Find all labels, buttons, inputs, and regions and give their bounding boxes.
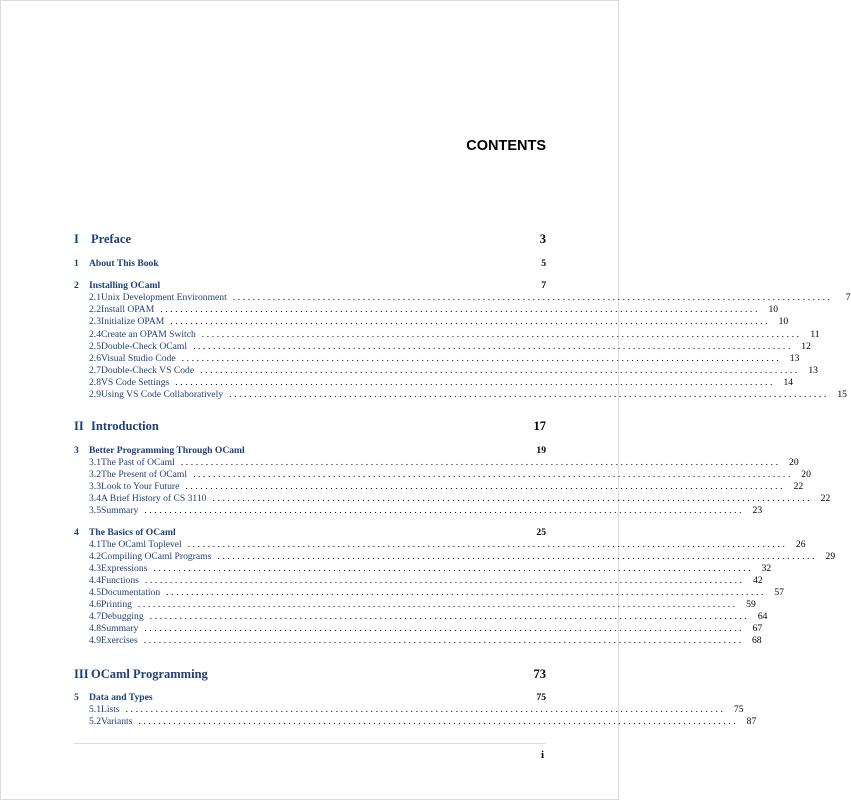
toc-sec-entry[interactable] (74, 623, 763, 634)
toc-sec-entry[interactable] (74, 457, 799, 468)
toc-entry-title[interactable]: Expressions (101, 563, 148, 574)
toc-entry-title[interactable]: Initialize OPAM (101, 316, 165, 327)
toc-entry-number: 4.5 (89, 587, 101, 598)
dot-leader: ........................................................................................................................ (144, 575, 745, 586)
toc-entry-number: 5.2 (89, 716, 101, 727)
toc-entry-number: 5 (74, 692, 79, 703)
toc-sec-entry[interactable] (74, 587, 784, 598)
toc-entry-title[interactable]: Create an OPAM Switch (101, 329, 196, 340)
dot-leader: ........................................................................................................................ (200, 365, 800, 376)
toc-chap-entry[interactable] (74, 280, 546, 291)
toc-entry-page[interactable]: 25 (536, 527, 546, 538)
dot-leader: ........................................................................................................................ (144, 623, 745, 634)
toc-entry-title[interactable]: The Basics of OCaml (89, 527, 176, 538)
dot-leader: ........................................................................................................................ (193, 341, 793, 352)
toc-part-entry[interactable] (74, 667, 546, 682)
toc-entry-title[interactable]: Unix Development Environment (101, 292, 227, 303)
toc-entry-page[interactable]: 75 (536, 692, 546, 703)
toc-entry-number: 2.4 (89, 329, 101, 340)
toc-entry-number: 2 (74, 280, 79, 291)
toc-entry-title[interactable]: A Brief History of CS 3110 (101, 493, 207, 504)
toc-entry-page[interactable]: 3 (539, 232, 546, 246)
toc-entry-page[interactable]: 5 (541, 258, 546, 269)
toc-entry-title[interactable]: Install OPAM (101, 304, 155, 315)
dot-leader: ........................................................................................................................ (143, 635, 744, 646)
toc-sec-entry[interactable] (74, 304, 779, 315)
toc-sec-entry[interactable] (74, 563, 772, 574)
toc-sec-entry[interactable] (74, 365, 818, 376)
toc-entry-page[interactable]: 19 (536, 445, 546, 456)
toc-entry-page[interactable]: 7 (541, 280, 546, 291)
toc-entry-title[interactable]: Exercises (101, 635, 138, 646)
dot-leader: ........................................................................................................................ (125, 704, 726, 715)
toc-entry-number: 4.3 (89, 563, 101, 574)
toc-entry-title[interactable]: Data and Types (89, 692, 153, 703)
toc-entry-page[interactable]: 20 (801, 469, 811, 480)
toc-entry-title[interactable]: The Past of OCaml (101, 457, 175, 468)
toc-entry-number: 2.7 (89, 365, 101, 376)
toc-entry-title[interactable]: Debugging (101, 611, 144, 622)
toc-sec-entry[interactable] (74, 469, 811, 480)
toc-entry-page[interactable]: 42 (753, 575, 763, 586)
dot-leader: ........................................................................................................................ (232, 292, 833, 303)
dot-leader: ........................................................................................................................ (185, 481, 786, 492)
toc-entry-title[interactable]: Documentation (101, 587, 161, 598)
toc-entry-number: 4.2 (89, 551, 101, 562)
toc-entry-page[interactable]: 7 (845, 292, 851, 303)
toc-entry-page[interactable]: 11 (810, 329, 820, 340)
toc-entry-page[interactable]: 15 (837, 389, 847, 400)
toc-entry-page[interactable]: 10 (768, 304, 779, 315)
toc-entry-title[interactable]: Lists (101, 704, 120, 715)
page-title: CONTENTS (466, 138, 546, 154)
toc-entry-page[interactable]: 14 (783, 377, 794, 388)
dot-leader: ........................................................................................................................ (180, 457, 781, 468)
toc-entry-title[interactable]: VS Code Settings (101, 377, 170, 388)
toc-sec-entry[interactable] (74, 551, 836, 562)
toc-entry-page[interactable]: 10 (778, 316, 789, 327)
toc-entry-title[interactable]: Introduction (91, 419, 159, 433)
toc-entry-page[interactable]: 73 (533, 667, 546, 681)
toc-entry-number: 3.4 (89, 493, 101, 504)
toc-entry-number: 1 (74, 258, 79, 269)
dot-leader: ........................................................................................................................ (149, 611, 750, 622)
dot-leader: ........................................................................................................................ (181, 353, 782, 364)
toc-entry-number: 3.3 (89, 481, 101, 492)
toc-chap-entry[interactable] (74, 445, 546, 456)
toc-entry-number: 3.5 (89, 505, 101, 516)
toc-sec-entry[interactable] (74, 704, 744, 715)
toc-sec-entry[interactable] (74, 389, 847, 400)
toc-entry-number: 4.7 (89, 611, 101, 622)
toc-entry-title[interactable]: Compiling OCaml Programs (101, 551, 212, 562)
toc-entry-number: 2.8 (89, 377, 101, 388)
toc-entry-number: 2.6 (89, 353, 101, 364)
toc-entry-number: 4.6 (89, 599, 101, 610)
footer-rule (74, 743, 546, 744)
toc-entry-page[interactable]: 22 (820, 493, 831, 504)
dot-leader: ........................................................................................................................ (138, 716, 739, 727)
toc-entry-number: 2.2 (89, 304, 101, 315)
toc-entry-page[interactable]: 59 (746, 599, 756, 610)
toc-entry-title[interactable]: Summary (101, 505, 139, 516)
toc-entry-title[interactable]: Double-Check VS Code (101, 365, 195, 376)
toc-sec-entry[interactable] (74, 635, 762, 646)
toc-entry-page[interactable]: 23 (752, 505, 763, 516)
toc-entry-page[interactable]: 20 (789, 457, 799, 468)
toc-entry-number: 4.4 (89, 575, 101, 586)
toc-entry-page[interactable]: 87 (746, 716, 757, 727)
toc-entry-number: 5.1 (89, 704, 101, 715)
toc-chap-entry[interactable] (74, 692, 546, 703)
toc-entry-page[interactable]: 12 (801, 341, 811, 352)
toc-entry-title[interactable]: Using VS Code Collaboratively (101, 389, 224, 400)
toc-sec-entry[interactable] (74, 493, 831, 504)
toc-entry-title[interactable]: Double-Check OCaml (101, 341, 188, 352)
toc-part-entry[interactable] (74, 419, 546, 434)
toc-entry-title[interactable]: Visual Studio Code (101, 353, 176, 364)
toc-sec-entry[interactable] (74, 377, 794, 388)
toc-entry-number: 2.3 (89, 316, 101, 327)
toc-entry-title[interactable]: About This Book (89, 258, 159, 269)
toc-entry-page[interactable]: 32 (761, 563, 772, 574)
toc-entry-title[interactable]: The Present of OCaml (101, 469, 188, 480)
toc-entry-title[interactable]: Better Programming Through OCaml (89, 445, 245, 456)
toc-sec-entry[interactable] (74, 716, 757, 727)
toc-entry-number: 3.2 (89, 469, 101, 480)
toc-sec-entry[interactable] (74, 341, 811, 352)
toc-entry-page[interactable]: 26 (795, 539, 806, 550)
dot-leader: ........................................................................................................................ (229, 389, 829, 400)
dot-leader: ........................................................................................................................ (201, 329, 802, 340)
toc-sec-entry[interactable] (74, 505, 763, 516)
toc-chap-entry[interactable] (74, 527, 546, 538)
toc-sec-entry[interactable] (74, 575, 763, 586)
dot-leader: ........................................................................................................................ (175, 377, 776, 388)
toc-entry-number: 3 (74, 445, 79, 456)
toc-entry-number: 4.8 (89, 623, 101, 634)
toc-entry-page[interactable]: 75 (733, 704, 744, 715)
toc-entry-title[interactable]: Preface (91, 232, 132, 246)
toc-sec-entry[interactable] (74, 611, 768, 622)
toc-sec-entry[interactable] (74, 539, 806, 550)
toc-entry-page[interactable]: 68 (751, 635, 762, 646)
toc-entry-title[interactable]: Look to Your Future (101, 481, 180, 492)
toc-entry-page[interactable]: 57 (774, 587, 784, 598)
toc-part-entry[interactable] (74, 232, 546, 247)
dot-leader: ........................................................................................................................ (153, 563, 754, 574)
toc-entry-page[interactable]: 17 (533, 419, 546, 433)
toc-sec-entry[interactable] (74, 316, 789, 327)
toc-chap-entry[interactable] (74, 258, 546, 269)
toc-entry-title[interactable]: Variants (101, 716, 133, 727)
dot-leader: ........................................................................................................................ (166, 587, 766, 598)
dot-leader: ........................................................................................................................ (144, 505, 745, 516)
toc-entry-page[interactable]: 13 (789, 353, 800, 364)
dot-leader: ........................................................................................................................ (217, 551, 818, 562)
toc-entry-number: 4.9 (89, 635, 101, 646)
toc-entry-number: 2.5 (89, 341, 101, 352)
toc-entry-page[interactable]: 13 (808, 365, 818, 376)
dot-leader: ........................................................................................................................ (187, 539, 788, 550)
toc-sec-entry[interactable] (74, 481, 804, 492)
toc-entry-page[interactable]: 64 (757, 611, 768, 622)
dot-leader: ........................................................................................................................ (193, 469, 793, 480)
dot-leader: ........................................................................................................................ (137, 599, 738, 610)
toc-entry-number: 2.9 (89, 389, 101, 400)
page-number: i (540, 749, 544, 761)
toc-sec-entry[interactable] (74, 353, 800, 364)
toc-entry-page[interactable]: 22 (793, 481, 804, 492)
toc-entry-number: II (74, 419, 84, 433)
toc-entry-title[interactable]: Summary (101, 623, 139, 634)
toc-sec-entry[interactable] (74, 599, 756, 610)
toc-entry-page[interactable]: 29 (825, 551, 836, 562)
toc-entry-number: I (74, 232, 79, 246)
toc-sec-entry[interactable] (74, 292, 851, 303)
toc-entry-title[interactable]: OCaml Programming (91, 667, 208, 681)
dot-leader: ........................................................................................................................ (160, 304, 761, 315)
toc-entry-number: 2.1 (89, 292, 101, 303)
toc-sec-entry[interactable] (74, 329, 820, 340)
toc-entry-title[interactable]: The OCaml Toplevel (101, 539, 182, 550)
toc-entry-number: 3.1 (89, 457, 101, 468)
toc-entry-number: 4 (74, 527, 79, 538)
toc-entry-page[interactable]: 67 (752, 623, 763, 634)
toc-entry-number: 4.1 (89, 539, 101, 550)
toc-entry-title[interactable]: Functions (101, 575, 139, 586)
dot-leader: ........................................................................................................................ (170, 316, 771, 327)
toc-entry-title[interactable]: Installing OCaml (89, 280, 161, 291)
toc-entry-title[interactable]: Printing (101, 599, 132, 610)
dot-leader: ........................................................................................................................ (212, 493, 813, 504)
toc-entry-number: III (74, 667, 89, 681)
